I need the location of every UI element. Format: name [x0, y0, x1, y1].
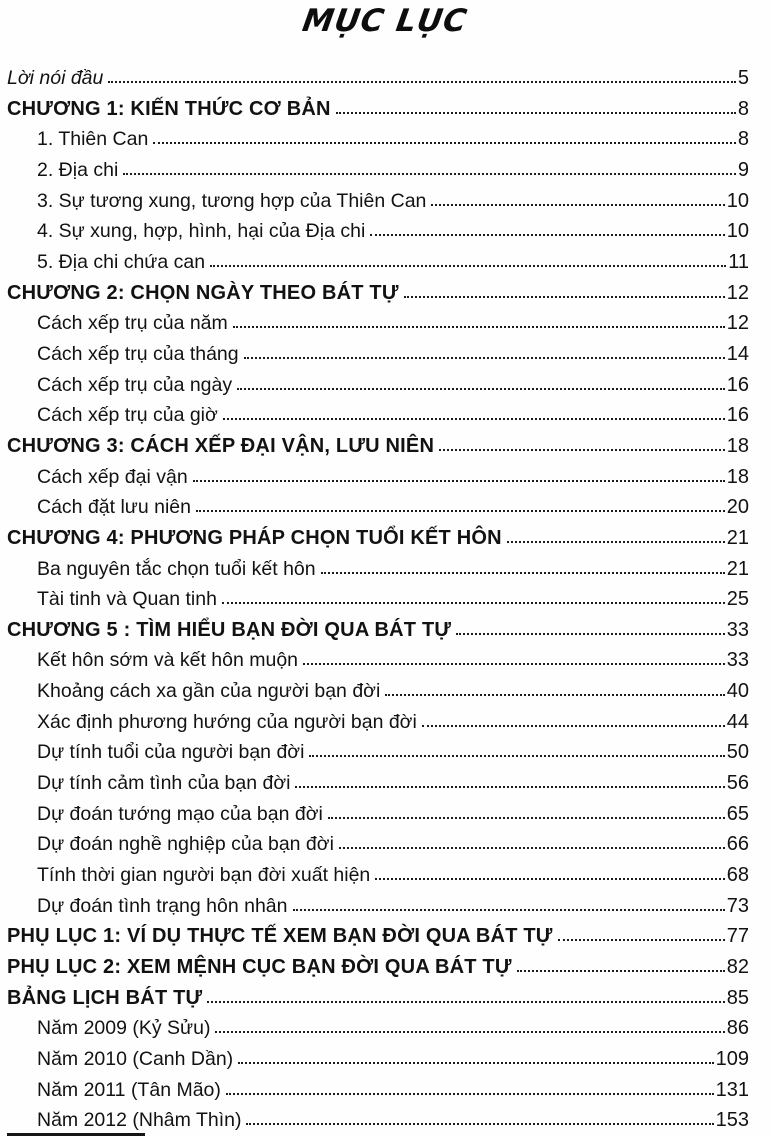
toc-entry: [7, 63, 749, 94]
toc-entry: [7, 94, 749, 125]
toc-entry-page-number: 21: [726, 526, 749, 549]
toc-entry-label: Lời nói đầu: [7, 67, 104, 89]
toc-entry-page-number: 66: [726, 833, 749, 856]
toc-entry-label: Cách xếp trụ của tháng: [37, 342, 239, 365]
toc-entry-label: Cách xếp trụ của ngày: [37, 373, 233, 396]
toc-entry-label: PHỤ LỤC 2: XEM MỆNH CỤC BẠN ĐỜI QUA BÁT TỰ: [7, 956, 512, 979]
toc-entry-label: BẢNG LỊCH BÁT TỰ: [7, 986, 203, 1009]
toc-entry-label: 1. Thiên Can: [37, 128, 149, 151]
toc-entry-label: 3. Sự tương xung, tương hợp của Thiên Can: [37, 189, 427, 212]
toc-entry-page-number: 12: [726, 281, 749, 304]
toc-entry-label: 4. Sự xung, hợp, hình, hại của Địa chi: [37, 220, 366, 243]
toc-entry-label: Cách xếp đại vận: [37, 465, 188, 488]
toc-entry: [7, 1013, 749, 1044]
toc-entry-page-number: 86: [726, 1017, 749, 1040]
toc-entry: [7, 400, 749, 431]
toc-entry-page-number: 18: [726, 465, 749, 488]
toc-entry-page-number: 82: [726, 956, 749, 979]
toc-entry: [7, 768, 749, 799]
dot-leader: [321, 572, 725, 574]
toc-entry-page-number: 109: [715, 1048, 749, 1070]
toc-entry-page-number: 77: [726, 925, 749, 948]
dot-leader: [558, 939, 725, 941]
toc-entry-label: Xác định phương hướng của người bạn đời: [37, 710, 417, 733]
toc-entry: [7, 462, 749, 493]
toc-entry: [7, 431, 749, 462]
toc-entry-page-number: 16: [726, 373, 749, 396]
toc-entry: [7, 645, 749, 676]
dot-leader: [303, 663, 725, 665]
toc-entry-label: CHƯƠNG 4: PHƯƠNG PHÁP CHỌN TUỔI KẾT HÔN: [7, 526, 502, 549]
toc-entry-page-number: 5: [737, 67, 749, 89]
toc-entry-label: CHƯƠNG 5 : TÌM HIỂU BẠN ĐỜI QUA BÁT TỰ: [7, 618, 452, 641]
toc-entry-label: Dự tính tuổi của người bạn đời: [37, 741, 305, 764]
dot-leader: [123, 173, 736, 175]
toc-entry-label: CHƯƠNG 1: KIẾN THỨC CƠ BẢN: [7, 97, 331, 120]
toc-entry-page-number: 153: [715, 1109, 749, 1132]
toc-entry-page-number: 10: [726, 220, 749, 243]
dot-leader: [293, 909, 725, 911]
toc-entry: [7, 952, 749, 983]
toc-entry: [7, 983, 749, 1014]
toc-entry: [7, 124, 749, 155]
toc-entry: [7, 155, 749, 186]
dot-leader: [507, 541, 725, 543]
toc-entry-label: Năm 2012 (Nhâm Thìn): [37, 1109, 242, 1132]
dot-leader: [375, 878, 724, 880]
dot-leader: [328, 817, 725, 819]
toc-entry-page-number: 68: [726, 864, 749, 887]
toc-entry-page-number: 18: [726, 434, 749, 457]
dot-leader: [246, 1123, 713, 1125]
dot-leader: [422, 725, 725, 727]
dot-leader: [295, 786, 724, 788]
toc-entry-label: Cách xếp trụ của giờ: [37, 404, 218, 427]
toc-entry: [7, 707, 749, 738]
page-title: MỤC LỤC: [300, 3, 470, 39]
dot-leader: [196, 510, 725, 512]
toc-entry: [7, 737, 749, 768]
toc-entry-page-number: 16: [726, 404, 749, 427]
toc-entry-page-number: 33: [726, 649, 749, 672]
toc-entry-page-number: 33: [726, 618, 749, 641]
toc-entry-page-number: 40: [726, 680, 749, 703]
toc-entry: [7, 921, 749, 952]
toc-entry-page-number: 8: [737, 128, 749, 151]
toc-entry-label: CHƯƠNG 3: CÁCH XẾP ĐẠI VẬN, LƯU NIÊN: [7, 434, 435, 457]
toc-entry: [7, 278, 749, 309]
dot-leader: [226, 1093, 714, 1095]
toc-entry: [7, 676, 749, 707]
toc-entry-page-number: 11: [728, 250, 749, 273]
dot-leader: [207, 1001, 724, 1003]
toc-entry-label: Ba nguyên tắc chọn tuổi kết hôn: [37, 557, 316, 580]
toc-entry-label: PHỤ LỤC 1: VÍ DỤ THỰC TẾ XEM BẠN ĐỜI QUA BÁT TỰ: [7, 925, 553, 948]
dot-leader: [238, 1062, 713, 1064]
toc-entry: [7, 584, 749, 615]
dot-leader: [336, 112, 736, 114]
toc-entry-label: Dự đoán tướng mạo của bạn đời: [37, 802, 323, 825]
dot-leader: [210, 265, 726, 267]
table-of-contents: [7, 63, 749, 1136]
toc-entry-label: CHƯƠNG 2: CHỌN NGÀY THEO BÁT TỰ: [7, 281, 399, 304]
dot-leader: [108, 81, 736, 83]
toc-entry: [7, 247, 749, 278]
toc-entry-page-number: 131: [715, 1078, 749, 1101]
toc-entry-page-number: 73: [726, 894, 749, 917]
dot-leader: [215, 1031, 724, 1033]
toc-entry-page-number: 12: [726, 312, 749, 335]
dot-leader: [237, 388, 725, 390]
toc-entry-label: Khoảng cách xa gần của người bạn đời: [37, 680, 381, 703]
toc-entry: [7, 799, 749, 830]
toc-entry-page-number: 50: [726, 741, 749, 764]
toc-entry-page-number: 20: [726, 496, 749, 519]
toc-entry: [7, 308, 749, 339]
dot-leader: [244, 357, 725, 359]
dot-leader: [223, 418, 725, 420]
toc-entry-page-number: 14: [726, 342, 749, 365]
toc-entry: [7, 1044, 749, 1075]
dot-leader: [517, 970, 725, 972]
dot-leader: [193, 480, 725, 482]
dot-leader: [404, 296, 725, 298]
toc-entry: [7, 1105, 749, 1136]
toc-entry-page-number: 25: [726, 588, 749, 611]
dot-leader: [233, 326, 725, 328]
dot-leader: [456, 633, 725, 635]
toc-entry-page-number: 56: [726, 772, 749, 795]
toc-entry-label: Năm 2011 (Tân Mão): [37, 1078, 221, 1101]
toc-entry-page-number: 65: [726, 802, 749, 825]
toc-entry-label: Tính thời gian người bạn đời xuất hiện: [37, 864, 371, 887]
toc-entry-label: 5. Địa chi chứa can: [37, 250, 206, 273]
toc-entry-label: 2. Địa chi: [37, 158, 119, 181]
toc-entry-label: Năm 2010 (Canh Dần): [37, 1048, 234, 1070]
toc-entry-page-number: 8: [737, 97, 749, 120]
toc-entry-label: Dự đoán nghề nghiệp của bạn đời: [37, 833, 334, 856]
toc-entry: [7, 860, 749, 891]
toc-entry: [7, 492, 749, 523]
toc-entry-label: Cách đặt lưu niên: [37, 496, 191, 519]
dot-leader: [385, 694, 724, 696]
toc-entry-page-number: 21: [726, 557, 749, 580]
dot-leader: [339, 847, 725, 849]
toc-entry: [7, 829, 749, 860]
toc-entry: [7, 615, 749, 646]
toc-entry-page-number: 10: [726, 189, 749, 212]
toc-entry: [7, 554, 749, 585]
dot-leader: [370, 234, 724, 236]
dot-leader: [309, 755, 724, 757]
toc-entry: [7, 339, 749, 370]
toc-entry: [7, 216, 749, 247]
toc-entry-label: Kết hôn sớm và kết hôn muộn: [37, 649, 299, 672]
toc-entry: [7, 891, 749, 922]
dot-leader: [222, 602, 725, 604]
toc-entry-label: Cách xếp trụ của năm: [37, 312, 228, 335]
toc-entry-page-number: 85: [726, 986, 749, 1009]
toc-entry: [7, 370, 749, 401]
toc-entry-page-number: 9: [737, 158, 749, 181]
dot-leader: [439, 449, 725, 451]
toc-entry-label: Dự đoán tình trạng hôn nhân: [37, 894, 288, 917]
dot-leader: [431, 204, 724, 206]
toc-entry-label: Dự tính cảm tình của bạn đời: [37, 772, 291, 795]
toc-entry-label: Tài tinh và Quan tinh: [37, 588, 217, 611]
toc-entry: [7, 1075, 749, 1106]
dot-leader: [153, 142, 736, 144]
toc-entry: [7, 186, 749, 217]
toc-entry-label: Năm 2009 (Kỷ Sửu): [37, 1017, 211, 1040]
toc-entry-page-number: 44: [726, 710, 749, 733]
scan-artifact-line: [7, 1133, 145, 1136]
toc-entry: [7, 523, 749, 554]
